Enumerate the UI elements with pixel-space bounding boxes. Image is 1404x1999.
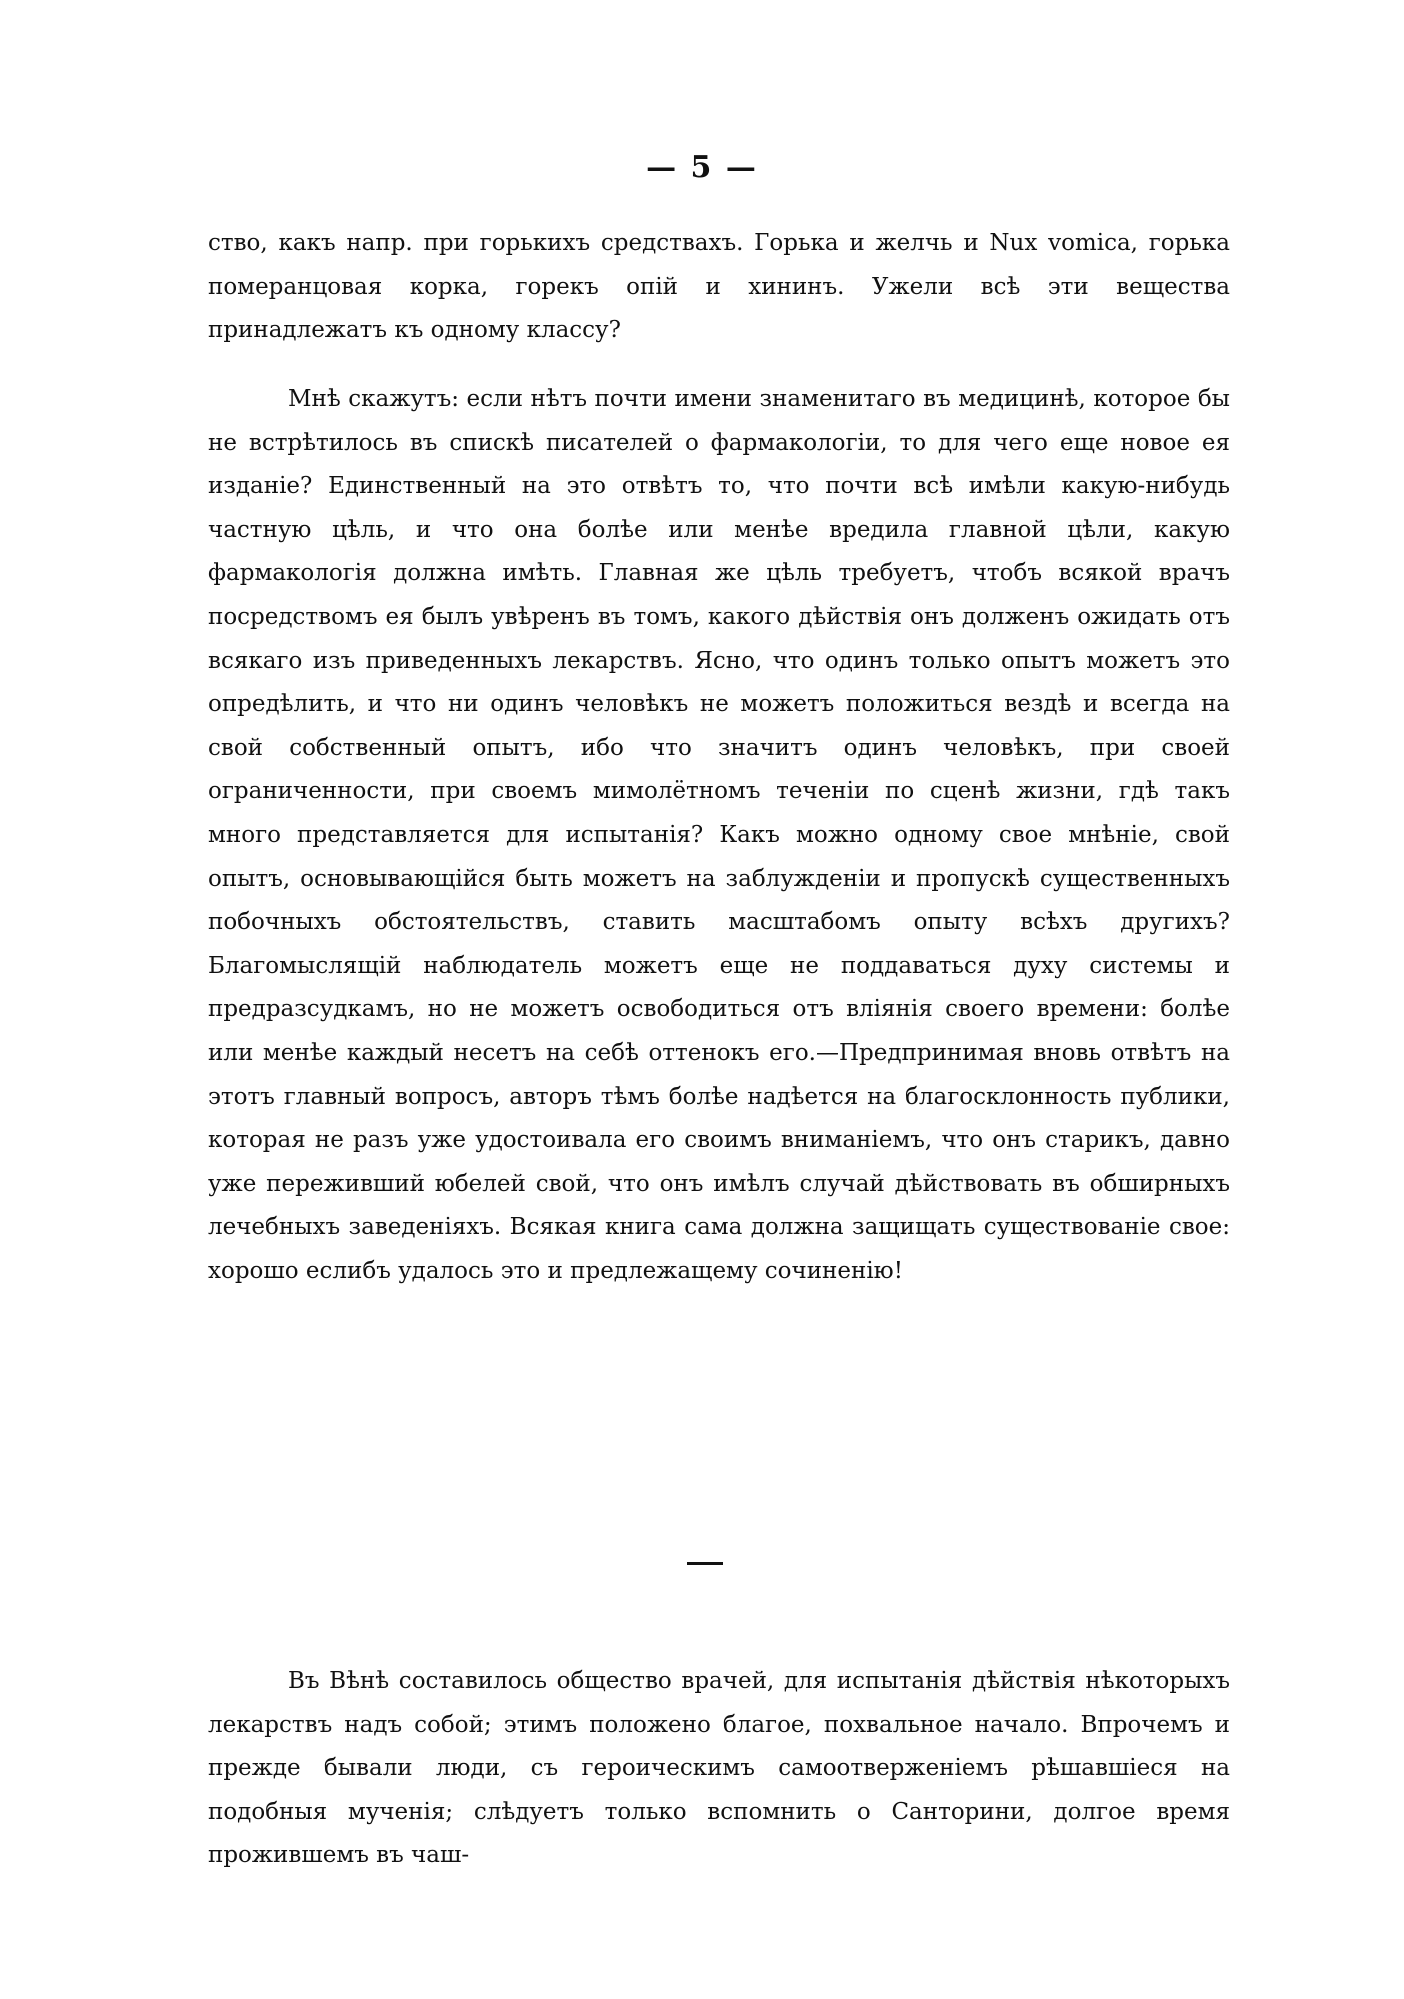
paragraph-continuation: [208, 222, 1230, 353]
paragraph-text: Въ Вѣнѣ составилось общество врачей, для испытанія дѣйствія нѣкоторыхъ лекарствъ надъ собой; этимъ положено благое, похвальное начало. Впрочемъ и прежде бывали люди, съ героическимъ самоотверженіемъ рѣшавшіеся на подобныя мученія; слѣдуетъ только вспомнить о Санторини, долгое время прожившемъ въ чаш-: [208, 1668, 1230, 1869]
paragraph-text: ство, какъ напр. при горькихъ средствахъ. Горька и желчь и Nux vomica, горька померанцовая корка, горекъ опій и хининъ. Ужели всѣ эти вещества принадлежатъ къ одному классу?: [208, 230, 1230, 344]
page-number: — 5 —: [646, 150, 758, 185]
section-divider: [687, 1562, 723, 1565]
paragraph-vienna: [208, 1660, 1230, 1878]
paragraph-main: [208, 378, 1230, 1293]
paragraph-text: Мнѣ скажутъ: если нѣтъ почти имени знаменитаго въ медицинѣ, которое бы не встрѣтилось въ спискѣ писателей о фармакологіи, то для чего еще новое ея изданіе? Единственный на это отвѣтъ то, что почти всѣ имѣли какую-нибудь частную цѣль, и что она болѣе или менѣе вредила главной цѣли, какую фармакологія должна имѣть. Главная же цѣль требуетъ, чтобъ всякой врачъ посредствомъ ея былъ увѣренъ въ томъ, какого дѣйствія онъ долженъ ожидать отъ всякаго изъ приведенныхъ лекарствъ. Ясно, что одинъ только опытъ можетъ это опредѣлить, и что ни одинъ человѣкъ не можетъ положиться вездѣ и всегда на свой собственный опытъ, ибо что значитъ одинъ человѣкъ, при своей ограниченности, при своемъ мимолётномъ теченіи по сценѣ жизни, гдѣ такъ много представляется для испытанія? Какъ можно одному свое мнѣніе, свой опытъ, основывающійся быть можетъ на заблужденіи и пропускѣ существенныхъ побочныхъ обстоятельствъ, ставить масштабомъ опыту всѣхъ другихъ? Благомыслящій наблюдатель можетъ еще не поддаваться духу системы и предразсудкамъ, но не можетъ освободиться отъ вліянія своего времени: болѣе или менѣе каждый несетъ на себѣ оттенокъ его.—Предпринимая вновь отвѣтъ на этотъ главный вопросъ, авторъ тѣмъ болѣе надѣется на благосклонность публики, которая не разъ уже удостоивала его своимъ вниманіемъ, что онъ старикъ, давно уже переживший юбелей свой, что онъ имѣлъ случай дѣйствовать въ обширныхъ лечебныхъ заведеніяхъ. Всякая книга сама должна защищать существованіе свое: хорошо еслибъ удалось это и предлежащему сочиненію!: [208, 386, 1230, 1284]
